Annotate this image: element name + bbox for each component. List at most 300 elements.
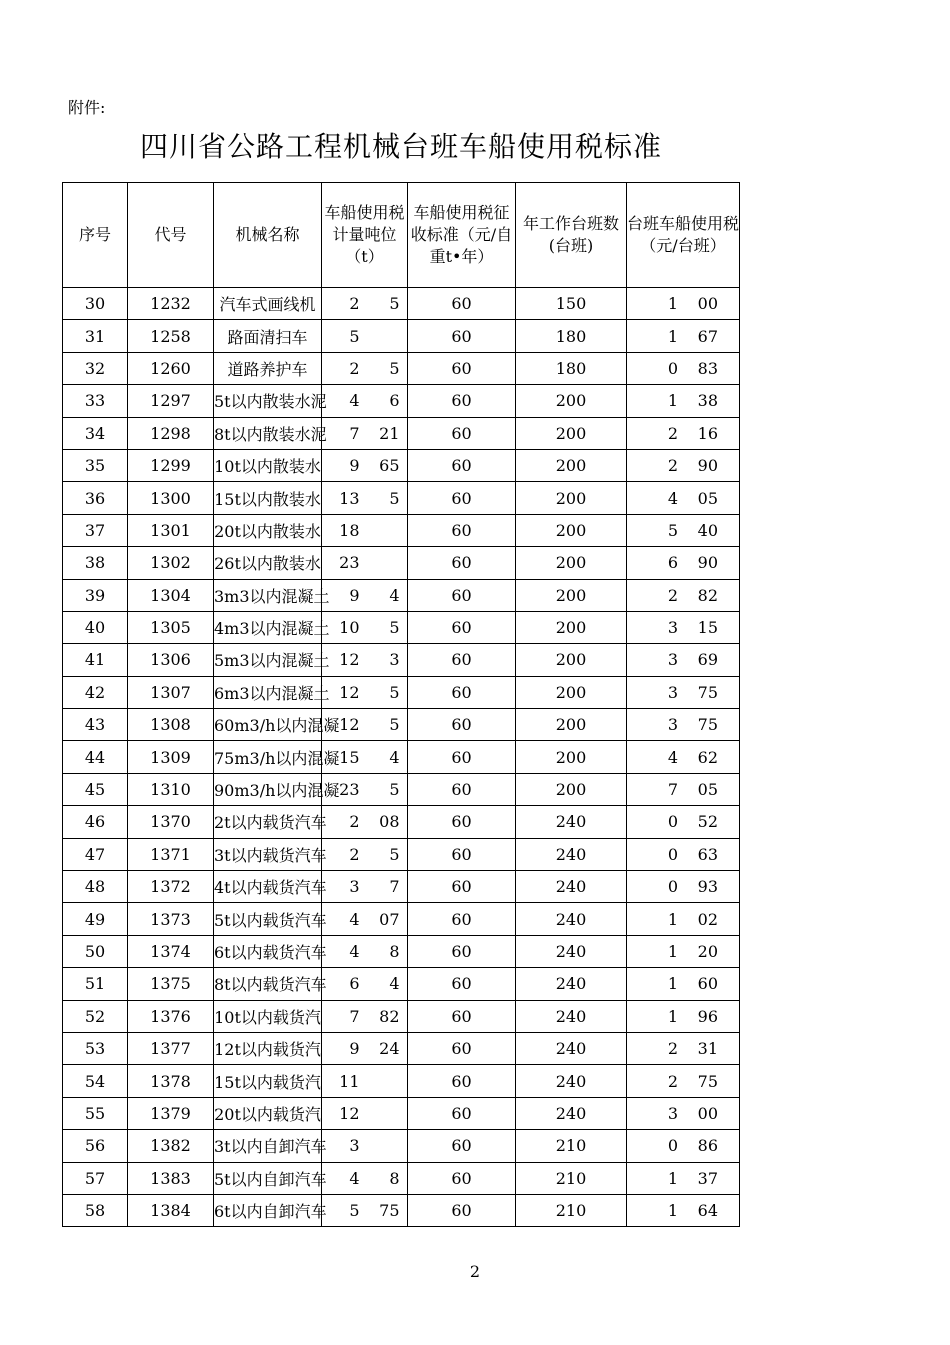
header-tax-tonnage: 车船使用税计量吨位（t） (322, 183, 408, 288)
machine-name-value: 道路养护车 (227, 359, 308, 379)
seq-value: 35 (84, 456, 106, 476)
machine-name-value: 26t以内散装水 (214, 554, 321, 574)
cell-annual-shifts (516, 352, 627, 384)
shifts-value: 240 (555, 909, 587, 929)
machine-name-value: 75m3/h以内混凝 (214, 748, 340, 768)
code-value: 1301 (150, 520, 191, 540)
cell-seq (63, 1194, 128, 1226)
cell-tax-tonnage (322, 903, 408, 935)
tax-decimal: 75 (697, 1071, 718, 1091)
cell-shift-tax (627, 935, 740, 967)
cell-code (128, 1065, 214, 1097)
cell-code (128, 1130, 214, 1162)
tonnage-decimal: 8 (389, 1168, 400, 1188)
table-row (63, 903, 740, 935)
cell-tax-standard (408, 871, 516, 903)
cell-machine-name (214, 838, 327, 870)
standard-value: 60 (451, 358, 472, 378)
shifts-value: 240 (555, 1103, 587, 1123)
table-row (63, 1065, 740, 1097)
tonnage-decimal: 8 (389, 942, 400, 961)
tonnage-integer: 6 (349, 974, 360, 994)
code-value: 1371 (150, 844, 191, 864)
cell-tax-tonnage (322, 547, 408, 579)
cell-machine-name (214, 385, 327, 417)
table-row (63, 1097, 740, 1129)
header-seq: 序号 (63, 183, 128, 288)
tax-decimal: 60 (697, 974, 718, 994)
tonnage-decimal: 3 (389, 650, 400, 670)
tonnage-decimal: 08 (379, 812, 400, 832)
seq-value: 38 (84, 553, 106, 573)
table-row (63, 1032, 740, 1064)
cell-seq (63, 579, 128, 611)
cell-code (128, 709, 214, 741)
cell-seq (63, 806, 128, 838)
seq-value: 47 (84, 844, 106, 864)
cell-machine-name (214, 417, 327, 449)
code-value: 1260 (150, 358, 191, 378)
seq-value: 56 (84, 1136, 106, 1156)
cell-annual-shifts (516, 1194, 627, 1226)
machine-name-value: 路面清扫车 (227, 327, 308, 347)
cell-shift-tax (627, 806, 740, 838)
code-value: 1372 (150, 877, 191, 897)
tax-decimal: 05 (697, 780, 718, 800)
tonnage-integer: 5 (349, 1201, 360, 1221)
tonnage-integer: 13 (339, 488, 360, 508)
machine-name-value: 60m3/h以内混凝 (214, 716, 340, 736)
cell-machine-name (214, 1032, 322, 1064)
standard-value: 60 (451, 974, 472, 994)
shifts-value: 200 (555, 553, 587, 573)
tonnage-decimal: 6 (389, 391, 400, 411)
cell-annual-shifts (516, 320, 627, 352)
cell-code (128, 806, 214, 838)
cell-shift-tax (627, 385, 740, 417)
tax-integer: 5 (667, 520, 678, 540)
tonnage-decimal: 5 (389, 715, 400, 735)
cell-code (128, 871, 214, 903)
code-value: 1379 (150, 1103, 191, 1123)
seq-value: 55 (84, 1103, 106, 1123)
cell-annual-shifts (516, 385, 627, 417)
table-row (63, 773, 740, 805)
cell-machine-name (214, 806, 327, 838)
shifts-value: 200 (555, 488, 587, 508)
cell-tax-standard (408, 1065, 516, 1097)
shifts-value: 150 (555, 294, 587, 314)
cell-annual-shifts (516, 1000, 627, 1032)
standard-value: 60 (451, 326, 472, 346)
standard-value: 60 (451, 423, 472, 443)
table-row (63, 968, 740, 1000)
machine-name-value: 10t以内载货汽 (214, 1007, 321, 1027)
cell-annual-shifts (516, 1130, 627, 1162)
cell-seq (63, 547, 128, 579)
cell-annual-shifts (516, 709, 627, 741)
seq-value: 46 (84, 812, 106, 832)
table-row (63, 320, 740, 352)
tonnage-decimal: 4 (389, 585, 400, 605)
cell-shift-tax (627, 838, 740, 870)
machine-name-value: 汽车式画线机 (219, 295, 316, 315)
machine-name-value: 8t以内散装水泥 (214, 424, 327, 444)
cell-machine-name (214, 935, 327, 967)
seq-value: 50 (84, 942, 106, 961)
shifts-value: 240 (555, 877, 587, 897)
cell-tax-standard (408, 806, 516, 838)
cell-tax-tonnage (322, 514, 408, 546)
cell-shift-tax (627, 449, 740, 481)
cell-code (128, 903, 214, 935)
cell-tax-standard (408, 773, 516, 805)
cell-shift-tax (627, 1065, 740, 1097)
tax-decimal: 90 (697, 456, 718, 476)
cell-machine-name (214, 903, 327, 935)
table-row (63, 611, 740, 643)
cell-tax-tonnage (322, 871, 408, 903)
cell-machine-name (214, 1130, 327, 1162)
seq-value: 58 (84, 1201, 106, 1221)
machine-name-value: 20t以内载货汽 (214, 1104, 321, 1124)
cell-tax-standard (408, 644, 516, 676)
cell-annual-shifts (516, 417, 627, 449)
cell-code (128, 547, 214, 579)
cell-tax-standard (408, 676, 516, 708)
tonnage-integer: 9 (349, 585, 360, 605)
cell-code (128, 320, 214, 352)
standard-value: 60 (451, 682, 472, 702)
code-value: 1307 (150, 682, 191, 702)
shifts-value: 200 (555, 618, 587, 638)
cell-annual-shifts (516, 1097, 627, 1129)
table-row (63, 806, 740, 838)
header-tax-standard: 车船使用税征收标准（元/自重t•年） (408, 183, 516, 288)
machine-name-value: 3m3以内混凝土 (214, 586, 330, 606)
tax-decimal: 82 (697, 585, 718, 605)
cell-tax-tonnage (322, 1097, 408, 1129)
cell-annual-shifts (516, 1065, 627, 1097)
standard-value: 60 (451, 553, 472, 573)
tax-decimal: 86 (697, 1136, 718, 1156)
cell-tax-standard (408, 385, 516, 417)
cell-tax-standard (408, 935, 516, 967)
cell-tax-tonnage (322, 1130, 408, 1162)
code-value: 1300 (150, 488, 191, 508)
table-row (63, 935, 740, 967)
cell-tax-standard (408, 741, 516, 773)
tax-decimal: 40 (697, 520, 718, 540)
header-code: 代号 (128, 183, 214, 288)
tonnage-integer: 2 (349, 812, 360, 832)
cell-seq (63, 773, 128, 805)
cell-tax-standard (408, 611, 516, 643)
tonnage-integer: 12 (339, 1103, 360, 1123)
tonnage-integer: 15 (339, 747, 360, 767)
machine-name-value: 3t以内载货汽车 (214, 845, 327, 865)
cell-machine-name (214, 741, 340, 773)
tax-decimal: 15 (697, 618, 718, 638)
cell-code (128, 1032, 214, 1064)
tonnage-integer: 3 (349, 1136, 360, 1156)
cell-tax-standard (408, 320, 516, 352)
cell-annual-shifts (516, 288, 627, 320)
code-value: 1370 (150, 812, 191, 832)
cell-machine-name (214, 547, 322, 579)
machine-name-value: 3t以内自卸汽车 (214, 1137, 327, 1157)
tax-decimal: 00 (697, 1103, 718, 1123)
shifts-value: 200 (555, 650, 587, 670)
machine-name-value: 90m3/h以内混凝 (214, 781, 340, 801)
tax-integer: 4 (667, 747, 678, 767)
tax-decimal: 00 (697, 294, 718, 314)
cell-tax-tonnage (322, 838, 408, 870)
cell-seq (63, 611, 128, 643)
cell-shift-tax (627, 352, 740, 384)
tonnage-decimal: 82 (379, 1006, 400, 1026)
cell-tax-tonnage (322, 288, 408, 320)
tax-integer: 1 (667, 1201, 678, 1221)
tax-integer: 6 (667, 553, 678, 573)
seq-value: 36 (84, 488, 106, 508)
cell-code (128, 968, 214, 1000)
machine-name-value: 5t以内载货汽车 (214, 910, 327, 930)
cell-machine-name (214, 1097, 322, 1129)
cell-machine-name (214, 449, 322, 481)
shifts-value: 200 (555, 682, 587, 702)
table-row (63, 838, 740, 870)
cell-machine-name (214, 320, 322, 352)
cell-annual-shifts (516, 579, 627, 611)
tonnage-integer: 23 (339, 553, 360, 573)
seq-value: 54 (84, 1071, 106, 1091)
cell-machine-name (214, 709, 340, 741)
cell-shift-tax (627, 968, 740, 1000)
tax-integer: 0 (667, 844, 678, 864)
tonnage-integer: 7 (349, 423, 360, 443)
cell-tax-standard (408, 547, 516, 579)
tonnage-integer: 4 (349, 942, 360, 961)
machine-name-value: 10t以内散装水 (214, 457, 321, 477)
standard-value: 60 (451, 618, 472, 638)
tax-decimal: 63 (697, 844, 718, 864)
page-number: 2 (469, 1262, 481, 1281)
cell-tax-tonnage (322, 1162, 408, 1194)
tax-integer: 2 (667, 456, 678, 476)
code-value: 1309 (150, 747, 191, 767)
machine-name-value: 6m3以内混凝土 (214, 683, 330, 703)
seq-value: 37 (84, 520, 106, 540)
shifts-value: 200 (555, 585, 587, 605)
cell-shift-tax (627, 676, 740, 708)
tonnage-integer: 23 (339, 780, 360, 800)
machine-name-value: 15t以内散装水 (214, 489, 321, 509)
cell-tax-tonnage (322, 1032, 408, 1064)
cell-tax-tonnage (322, 385, 408, 417)
table-row (63, 482, 740, 514)
cell-seq (63, 935, 128, 967)
cell-seq (63, 320, 128, 352)
cell-tax-standard (408, 514, 516, 546)
code-value: 1377 (150, 1039, 191, 1059)
cell-tax-standard (408, 1130, 516, 1162)
cell-code (128, 514, 214, 546)
cell-code (128, 611, 214, 643)
code-value: 1382 (150, 1136, 191, 1156)
cell-annual-shifts (516, 838, 627, 870)
cell-shift-tax (627, 644, 740, 676)
tonnage-decimal: 24 (379, 1039, 400, 1059)
machine-name-value: 5t以内散装水泥 (214, 392, 327, 412)
cell-tax-tonnage (322, 1000, 408, 1032)
cell-annual-shifts (516, 514, 627, 546)
cell-tax-standard (408, 482, 516, 514)
standard-value: 60 (451, 909, 472, 929)
tonnage-decimal: 5 (389, 488, 400, 508)
standard-value: 60 (451, 1168, 472, 1188)
cell-tax-standard (408, 1194, 516, 1226)
table-row (63, 417, 740, 449)
tax-integer: 0 (667, 877, 678, 897)
tax-decimal: 75 (697, 715, 718, 735)
seq-value: 42 (84, 682, 106, 702)
code-value: 1302 (150, 553, 191, 573)
cell-seq (63, 417, 128, 449)
cell-shift-tax (627, 288, 740, 320)
machine-name-value: 12t以内载货汽 (214, 1040, 321, 1060)
seq-value: 49 (84, 909, 106, 929)
standard-value: 60 (451, 650, 472, 670)
seq-value: 53 (84, 1039, 106, 1059)
cell-seq (63, 1000, 128, 1032)
cell-shift-tax (627, 514, 740, 546)
shifts-value: 200 (555, 715, 587, 735)
tax-integer: 1 (667, 1168, 678, 1188)
tax-integer: 1 (667, 942, 678, 961)
shifts-value: 200 (555, 780, 587, 800)
cell-seq (63, 709, 128, 741)
code-value: 1258 (150, 326, 191, 346)
shifts-value: 210 (555, 1136, 587, 1156)
machine-name-value: 5t以内自卸汽车 (214, 1169, 327, 1189)
cell-code (128, 352, 214, 384)
tax-integer: 2 (667, 585, 678, 605)
shifts-value: 200 (555, 456, 587, 476)
cell-code (128, 482, 214, 514)
cell-tax-standard (408, 1097, 516, 1129)
cell-tax-standard (408, 288, 516, 320)
cell-annual-shifts (516, 773, 627, 805)
table-row (63, 547, 740, 579)
cell-shift-tax (627, 709, 740, 741)
cell-annual-shifts (516, 547, 627, 579)
tax-integer: 1 (667, 909, 678, 929)
page-title: 四川省公路工程机械台班车船使用税标准 (140, 130, 663, 163)
cell-tax-tonnage (322, 676, 408, 708)
standard-value: 60 (451, 1201, 472, 1221)
cell-machine-name (214, 611, 330, 643)
cell-shift-tax (627, 773, 740, 805)
cell-shift-tax (627, 482, 740, 514)
tax-integer: 3 (667, 715, 678, 735)
machine-name-value: 5m3以内混凝土 (214, 651, 330, 671)
tonnage-integer: 2 (349, 294, 360, 314)
tonnage-decimal: 65 (379, 456, 400, 476)
cell-seq (63, 449, 128, 481)
standard-value: 60 (451, 715, 472, 735)
tax-integer: 0 (667, 358, 678, 378)
tax-integer: 2 (667, 1039, 678, 1059)
cell-seq (63, 1032, 128, 1064)
cell-shift-tax (627, 1032, 740, 1064)
table-row (63, 644, 740, 676)
shifts-value: 240 (555, 1006, 587, 1026)
standard-value: 60 (451, 1103, 472, 1123)
table-row (63, 871, 740, 903)
tax-decimal: 64 (697, 1201, 718, 1221)
code-value: 1306 (150, 650, 191, 670)
cell-machine-name (214, 352, 322, 384)
seq-value: 33 (84, 391, 106, 411)
standard-value: 60 (451, 942, 472, 961)
cell-seq (63, 968, 128, 1000)
tonnage-decimal: 21 (379, 423, 400, 443)
cell-code (128, 1162, 214, 1194)
shifts-value: 200 (555, 423, 587, 443)
table-row (63, 352, 740, 384)
tax-decimal: 75 (697, 682, 718, 702)
code-value: 1383 (150, 1168, 191, 1188)
tonnage-integer: 9 (349, 456, 360, 476)
standard-value: 60 (451, 747, 472, 767)
tax-decimal: 37 (697, 1168, 718, 1188)
tax-integer: 2 (667, 1071, 678, 1091)
cell-code (128, 1194, 214, 1226)
tonnage-decimal: 4 (389, 747, 400, 767)
machine-name-value: 20t以内散装水 (214, 521, 321, 541)
cell-seq (63, 903, 128, 935)
tonnage-integer: 4 (349, 1168, 360, 1188)
cell-tax-standard (408, 968, 516, 1000)
table-row (63, 288, 740, 320)
cell-machine-name (214, 1065, 322, 1097)
cell-code (128, 1097, 214, 1129)
tonnage-integer: 4 (349, 391, 360, 411)
cell-tax-standard (408, 838, 516, 870)
cell-shift-tax (627, 320, 740, 352)
cell-machine-name (214, 773, 340, 805)
cell-seq (63, 1097, 128, 1129)
cell-annual-shifts (516, 935, 627, 967)
cell-tax-tonnage (322, 449, 408, 481)
tax-decimal: 52 (697, 812, 718, 832)
cell-annual-shifts (516, 741, 627, 773)
seq-value: 52 (84, 1006, 106, 1026)
cell-tax-tonnage (322, 417, 408, 449)
shifts-value: 180 (555, 358, 587, 378)
standard-value: 60 (451, 1006, 472, 1026)
cell-shift-tax (627, 903, 740, 935)
cell-tax-standard (408, 1162, 516, 1194)
machine-name-value: 6t以内载货汽车 (214, 943, 327, 962)
machine-name-value: 2t以内载货汽车 (214, 813, 327, 833)
tax-decimal: 16 (697, 423, 718, 443)
header-shift-tax: 台班车船使用税（元/台班） (627, 183, 740, 288)
cell-shift-tax (627, 1162, 740, 1194)
cell-tax-tonnage (322, 644, 408, 676)
tax-decimal: 90 (697, 553, 718, 573)
